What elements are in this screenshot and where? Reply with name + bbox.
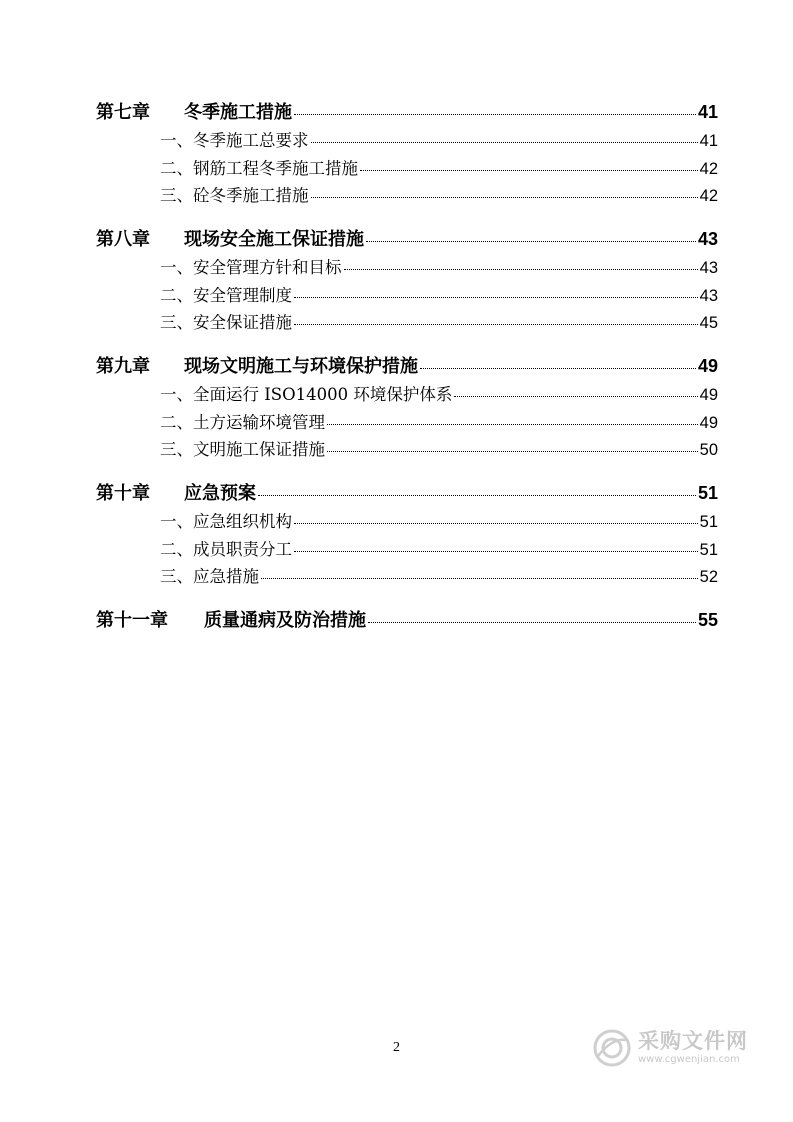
page-number: 51 (697, 483, 718, 503)
page-number: 41 (697, 102, 718, 122)
toc-section[interactable] (160, 409, 718, 433)
dot-leader (294, 551, 698, 552)
chapter-title: 冬季施工措施 (184, 102, 292, 123)
chapter-title: 现场文明施工与环境保护措施 (184, 356, 418, 377)
dot-leader (311, 142, 698, 143)
chapter-label (96, 225, 364, 251)
page-number: 43 (699, 287, 718, 305)
dot-leader (294, 114, 696, 115)
page-number: 49 (699, 386, 718, 404)
section-label: 三、砼冬季施工措施 (160, 186, 309, 205)
section-label: 二、钢筋工程冬季施工措施 (160, 159, 358, 178)
section-label: 三、应急措施 (160, 567, 259, 586)
watermark-logo-icon (592, 1028, 632, 1068)
dot-leader (311, 197, 698, 198)
watermark-name: 采购文件网 (638, 1029, 748, 1053)
section-label: 一、安全管理方针和目标 (160, 258, 342, 277)
dot-leader (368, 622, 696, 623)
dot-leader (294, 297, 698, 298)
section-label: 三、安全保证措施 (160, 313, 292, 332)
dot-leader (344, 269, 698, 270)
chapter-label (96, 606, 366, 632)
page-number: 51 (699, 513, 718, 531)
toc-section[interactable] (160, 309, 718, 333)
toc-chapter-9[interactable] (96, 352, 718, 378)
page-number: 50 (699, 441, 718, 459)
toc-section[interactable] (160, 381, 718, 405)
watermark (592, 1022, 762, 1074)
chapter-number: 第九章 (96, 356, 150, 377)
dot-leader (327, 424, 698, 425)
toc-section[interactable] (160, 282, 718, 306)
dot-leader (420, 368, 696, 369)
dot-leader (454, 396, 697, 397)
dot-leader (261, 578, 698, 579)
footer-page-number: 2 (393, 1040, 400, 1055)
dot-leader (294, 324, 698, 325)
chapter-title: 质量通病及防治措施 (204, 610, 366, 631)
chapter-label (96, 98, 292, 124)
chapter-number: 第十一章 (96, 610, 168, 631)
page-number: 43 (697, 229, 718, 249)
dot-leader (294, 523, 698, 524)
toc-section[interactable] (160, 127, 718, 151)
section-label: 二、成员职责分工 (160, 540, 292, 559)
chapter-title: 应急预案 (184, 483, 256, 504)
watermark-url: www.cgwenjian.com (638, 1054, 740, 1065)
chapter-title: 现场安全施工保证措施 (184, 229, 364, 250)
toc-chapter-11[interactable] (96, 606, 718, 632)
section-label: 二、安全管理制度 (160, 286, 292, 305)
chapter-number: 第十章 (96, 483, 150, 504)
page-number: 55 (697, 610, 718, 630)
toc-section[interactable] (160, 182, 718, 206)
page-number: 49 (699, 414, 718, 432)
toc-chapter-8[interactable] (96, 225, 718, 251)
chapter-label (96, 352, 418, 378)
section-label: 一、全面运行 ISO14000 环境保护体系 (160, 385, 453, 404)
section-label: 一、冬季施工总要求 (160, 131, 309, 150)
toc-chapter-10[interactable] (96, 479, 718, 505)
toc-section[interactable] (160, 254, 718, 278)
dot-leader (327, 451, 698, 452)
page-number: 51 (699, 541, 718, 559)
section-label: 二、土方运输环境管理 (160, 413, 325, 432)
page-number: 41 (699, 132, 718, 150)
chapter-label (96, 479, 256, 505)
chapter-number: 第七章 (96, 102, 150, 123)
page-number: 42 (699, 187, 718, 205)
page-number: 49 (697, 356, 718, 376)
toc-chapter-7[interactable] (96, 98, 718, 124)
toc-section[interactable] (160, 508, 718, 532)
page-number: 45 (699, 314, 718, 332)
dot-leader (360, 170, 698, 171)
chapter-number: 第八章 (96, 229, 150, 250)
section-label: 一、应急组织机构 (160, 512, 292, 531)
page-number: 43 (699, 259, 718, 277)
dot-leader (366, 241, 696, 242)
toc-section[interactable] (160, 155, 718, 179)
toc-section[interactable] (160, 436, 718, 460)
page-number: 52 (699, 568, 718, 586)
section-label: 三、文明施工保证措施 (160, 440, 325, 459)
dot-leader (258, 495, 696, 496)
page-number: 42 (699, 160, 718, 178)
toc-section[interactable] (160, 563, 718, 587)
toc-section[interactable] (160, 536, 718, 560)
